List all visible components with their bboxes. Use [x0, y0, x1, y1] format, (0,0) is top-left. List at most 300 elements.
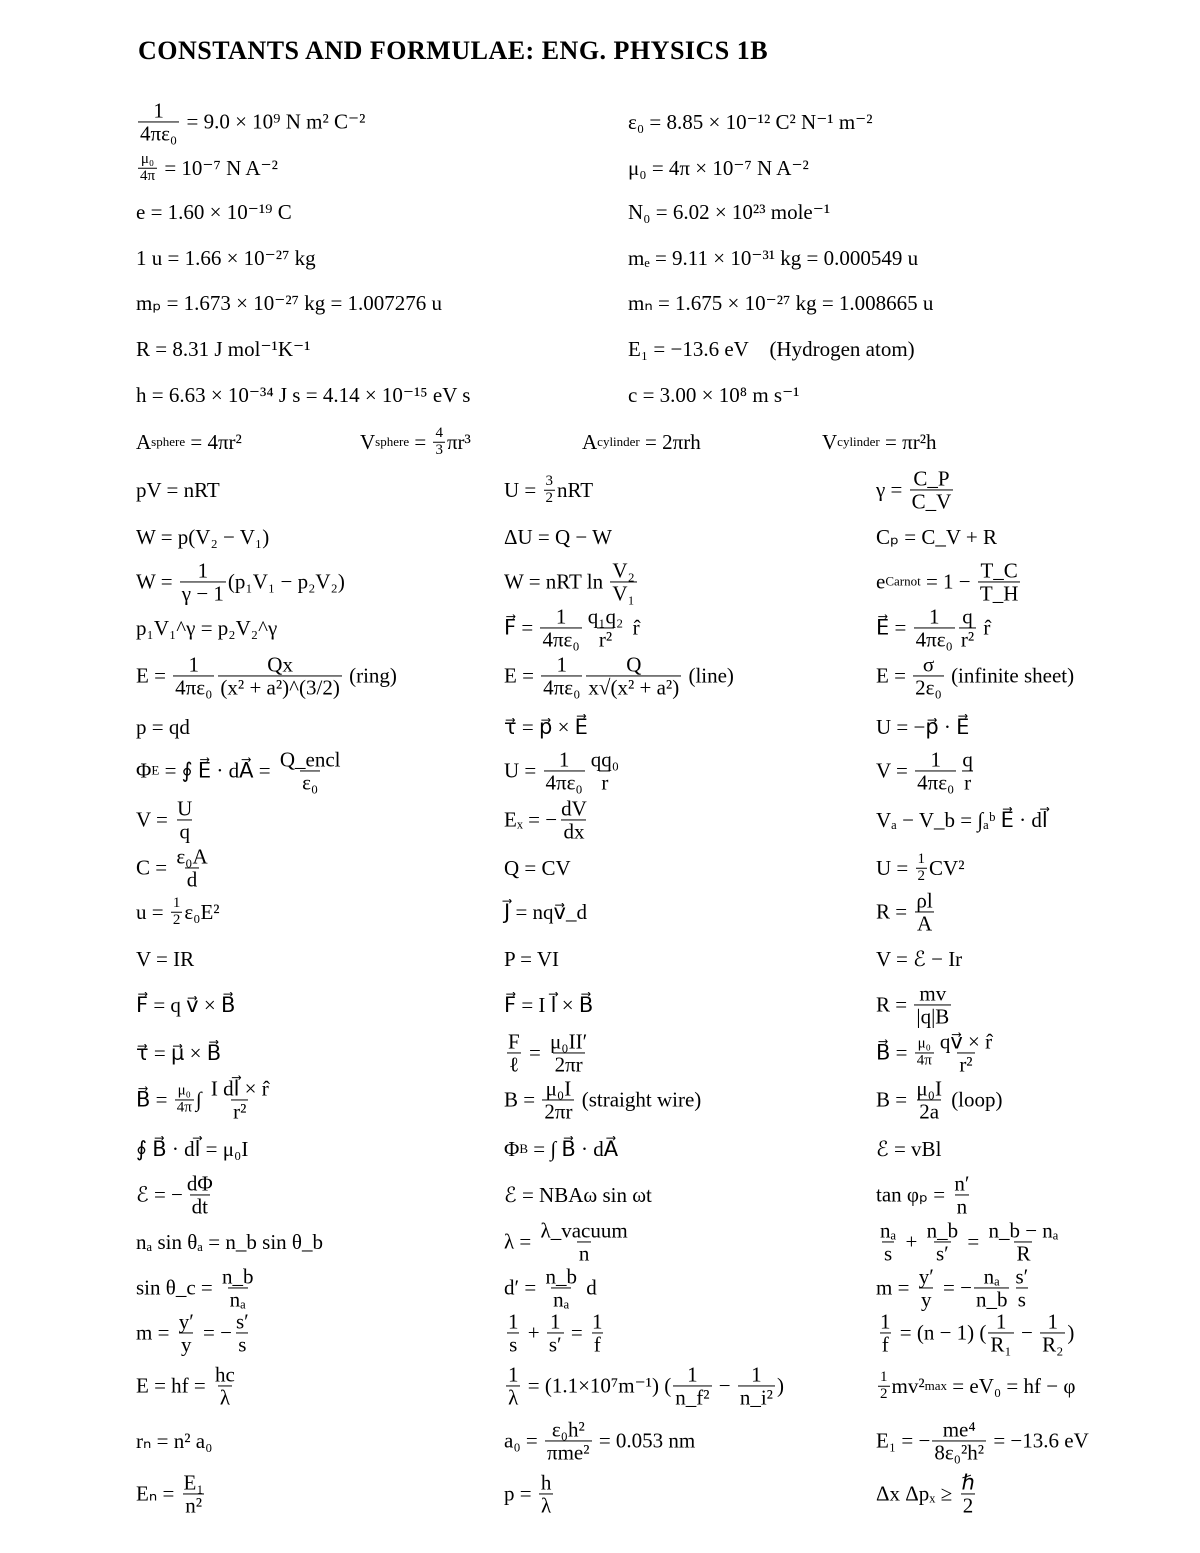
fraction-numerator: E₁	[183, 1470, 204, 1495]
formula	[504, 1183, 652, 1207]
formula-text: Φ	[504, 1136, 520, 1161]
fraction	[738, 1363, 775, 1408]
fraction-numerator: V₂	[612, 558, 635, 583]
formula-text: E₁ = −13.6 eV (Hydrogen atom)	[628, 336, 915, 361]
fraction-denominator: 4πε₀	[915, 627, 953, 652]
fraction-denominator: d	[186, 867, 198, 892]
formula	[628, 246, 918, 270]
formula-text: τ⃗ = μ⃗ × B⃗	[136, 1040, 222, 1065]
fraction	[506, 1030, 522, 1075]
fraction	[543, 1265, 579, 1310]
fraction-denominator: r²	[233, 1099, 247, 1124]
formula	[876, 889, 937, 934]
formula-text: B⃗ =	[136, 1087, 173, 1112]
fraction-denominator: f	[881, 1332, 889, 1357]
formula	[504, 1030, 591, 1075]
fraction-denominator: r²	[959, 1052, 973, 1077]
fraction	[539, 1471, 554, 1516]
fraction-numerator: T_C	[980, 558, 1018, 583]
fraction	[910, 467, 954, 512]
formula	[628, 200, 830, 224]
formula-text: +	[900, 1229, 923, 1254]
formula-text: V	[360, 429, 376, 454]
formula-text: =	[962, 1229, 985, 1254]
formula	[136, 200, 292, 224]
fraction-denominator: 4πε₀	[140, 121, 178, 146]
formula-text: d′ =	[504, 1275, 542, 1300]
formula-text: F⃗ = I l⃗ × B⃗	[504, 992, 594, 1017]
formula-row	[0, 1218, 1200, 1266]
formula	[876, 525, 997, 549]
fraction-numerator: 1	[197, 558, 209, 583]
formula-text: (straight wire)	[576, 1087, 702, 1112]
fraction	[986, 1219, 1060, 1264]
formula	[876, 467, 955, 512]
formula-text: E₁ = −	[876, 1428, 931, 1453]
formula-text: = (n − 1) (	[894, 1320, 987, 1345]
formula	[136, 559, 345, 604]
fraction-denominator: 2	[962, 1493, 974, 1518]
formula-text: Q = CV	[504, 855, 571, 880]
fraction-denominator: γ − 1	[181, 581, 224, 606]
fraction	[878, 1219, 898, 1264]
fraction	[959, 1471, 976, 1516]
formula-row	[0, 1417, 1200, 1465]
fraction-numerator: 1	[687, 1362, 698, 1387]
formula-text: ℰ = NBAω sin ωt	[504, 1182, 652, 1207]
formula-text: B =	[504, 1087, 541, 1112]
formula	[628, 337, 915, 361]
formula-text: V	[822, 429, 838, 454]
formula-text: F⃗ =	[504, 615, 539, 640]
formula-text: P = VI	[504, 946, 560, 971]
fraction	[180, 559, 226, 604]
formula	[876, 715, 969, 739]
formula-text: U =	[504, 758, 542, 783]
fraction	[938, 1030, 994, 1075]
fraction-denominator: 4π	[140, 167, 156, 184]
formula	[876, 1370, 1075, 1403]
formula-text: V =	[136, 807, 174, 832]
formula-text: W = nRT ln	[504, 569, 609, 594]
fraction	[959, 605, 976, 650]
fraction-denominator: λ	[541, 1493, 552, 1518]
formula-text: pV = nRT	[136, 477, 220, 502]
formula-row	[0, 1362, 1200, 1410]
fraction	[540, 605, 581, 650]
formula-text: 1 u = 1.66 × 10⁻²⁷ kg	[136, 245, 316, 270]
fraction-numerator: μ₀	[177, 1082, 191, 1099]
formula-text: A	[136, 429, 152, 454]
formula-row	[0, 796, 1200, 844]
formula-row	[0, 524, 1200, 549]
formula-text: V =	[876, 758, 914, 783]
fraction	[506, 1363, 521, 1408]
formula-text: Δx Δpₓ ≥	[876, 1481, 958, 1506]
fraction-denominator: dx	[563, 819, 585, 844]
formula	[136, 896, 220, 929]
formula-row	[0, 336, 1200, 361]
fraction-denominator: R	[1016, 1241, 1031, 1266]
formula-text: ℰ = vBl	[876, 1136, 942, 1161]
fraction-numerator: μ₀II′	[550, 1029, 588, 1054]
fraction-denominator: T_H	[979, 581, 1019, 606]
fraction	[914, 1077, 944, 1122]
formula-text: B =	[876, 1087, 913, 1112]
fraction-numerator: 1	[508, 1309, 519, 1334]
fraction	[185, 1172, 215, 1217]
fraction-denominator: |q|B	[916, 1004, 950, 1029]
formula	[628, 291, 933, 315]
fraction-denominator: s	[884, 1241, 893, 1266]
formula-text: m =	[876, 1275, 915, 1300]
formula-text: ∫	[195, 1087, 207, 1112]
formula	[504, 653, 734, 698]
fraction-numerator: q₁q₂	[587, 604, 624, 629]
fraction-numerator: 1	[172, 894, 181, 911]
formula-text: (ring)	[343, 663, 397, 688]
fraction	[932, 1418, 986, 1463]
formula	[504, 1219, 632, 1264]
formula	[876, 1310, 1074, 1355]
formula-text: mv²	[891, 1373, 925, 1398]
fraction-denominator: x√(x² + a²)	[588, 675, 680, 700]
formula	[136, 1077, 273, 1122]
formula-text: c = 3.00 × 10⁸ m s⁻¹	[628, 382, 800, 407]
formula-text: =	[409, 429, 432, 454]
fraction-denominator: f	[593, 1332, 601, 1357]
formula-text: ΔU = Q − W	[504, 524, 612, 549]
formula-text: R = 8.31 J mol⁻¹K⁻¹	[136, 336, 311, 361]
formula-text: γ =	[876, 477, 908, 502]
formula	[876, 1265, 1032, 1310]
fraction	[218, 653, 341, 698]
fraction-numerator: μ₀I	[916, 1076, 942, 1101]
formula-text: sin θ_c =	[136, 1275, 218, 1300]
fraction-numerator: 1	[556, 652, 568, 677]
fraction-denominator: n	[956, 1194, 968, 1219]
fraction	[916, 852, 928, 885]
formula	[136, 1230, 323, 1254]
fraction-denominator: R₁	[990, 1332, 1012, 1357]
formula	[504, 856, 571, 880]
formula	[136, 1137, 248, 1161]
formula-text: E⃗ =	[876, 615, 912, 640]
fraction	[988, 1310, 1013, 1355]
fraction	[138, 99, 179, 144]
formula-text: CV²	[929, 855, 965, 880]
fraction-denominator: r	[601, 770, 609, 795]
fraction	[915, 1037, 934, 1070]
fraction	[175, 1084, 194, 1117]
fraction-numerator: Qx	[267, 652, 293, 677]
fraction	[974, 1265, 1010, 1310]
formula-row	[0, 290, 1200, 315]
fraction-numerator: n′	[954, 1171, 970, 1196]
formula-row	[0, 1264, 1200, 1312]
formula	[876, 947, 962, 971]
fraction-numerator: n_b	[221, 1264, 254, 1289]
fraction-denominator: 4π	[176, 1099, 192, 1116]
fraction	[917, 1265, 936, 1310]
formula	[136, 845, 212, 890]
formula-text: = πr²h	[879, 429, 937, 454]
formula-text: Eₓ = −	[504, 807, 558, 832]
fraction-numerator: qv⃗ × r̂	[939, 1029, 993, 1054]
formula-row	[0, 844, 1200, 892]
formula-text: τ⃗ = p⃗ × E⃗	[504, 714, 588, 739]
fraction-numerator: dΦ	[186, 1171, 213, 1196]
fraction	[914, 605, 955, 650]
fraction	[234, 1310, 251, 1355]
fraction-denominator: 4πε₀	[175, 675, 213, 700]
fraction-numerator: n_b	[545, 1264, 577, 1289]
fraction	[173, 653, 214, 698]
fraction-numerator: hc	[215, 1362, 235, 1387]
formula	[628, 156, 809, 180]
fraction-denominator: 2	[545, 489, 554, 506]
formula	[876, 1219, 1063, 1264]
fraction	[978, 559, 1021, 604]
fraction-denominator: q	[179, 819, 190, 844]
fraction	[547, 1310, 564, 1355]
formula-text: N₀ = 6.02 × 10²³ mole⁻¹	[628, 199, 831, 224]
fraction-denominator: λ	[219, 1385, 231, 1410]
formula-text: Eₙ =	[136, 1481, 180, 1506]
formula-row	[0, 714, 1200, 739]
fraction-denominator: πme²	[547, 1440, 590, 1465]
formula-text: ε₀E²	[184, 899, 220, 924]
formula-text: )	[1067, 1320, 1075, 1345]
formula-text: = −	[197, 1320, 232, 1345]
formula	[876, 559, 1022, 604]
fraction-denominator: n	[578, 1241, 590, 1266]
formula	[136, 993, 235, 1017]
formula	[136, 653, 397, 698]
fraction-denominator: ε₀	[302, 770, 319, 795]
fraction-numerator: I dl⃗ × r̂	[210, 1076, 269, 1101]
fraction-denominator: y	[180, 1332, 192, 1357]
formula-text: = −	[937, 1275, 972, 1300]
formula-text: +	[522, 1320, 545, 1345]
formula-text: J⃗ = nqv⃗_d	[504, 899, 587, 924]
formula	[582, 430, 701, 454]
fraction-numerator: 1	[508, 1362, 519, 1387]
fraction	[548, 1030, 589, 1075]
formula-text: )	[776, 1373, 784, 1398]
formula	[504, 993, 593, 1017]
fraction-numerator: nₐ	[983, 1264, 1000, 1289]
formula	[136, 99, 365, 144]
subscript: max	[924, 1377, 948, 1393]
formula	[504, 900, 587, 924]
fraction-numerator: C_P	[913, 466, 950, 491]
formula	[136, 525, 269, 549]
fraction-denominator: s	[509, 1332, 518, 1357]
fraction-numerator: y′	[918, 1264, 934, 1289]
fraction-denominator: 4πε₀	[542, 627, 580, 652]
formula-row	[0, 1136, 1200, 1161]
fraction-numerator: 1	[549, 1309, 561, 1334]
formula-text: rₙ = n² a₀	[136, 1428, 213, 1453]
formula-text: (infinite sheet)	[945, 663, 1075, 688]
formula-row	[0, 382, 1200, 407]
fraction	[586, 605, 626, 650]
fraction-numerator: 4	[435, 424, 443, 441]
formula	[504, 474, 593, 507]
fraction-denominator: A	[916, 911, 933, 936]
fraction-numerator: 1	[751, 1362, 762, 1387]
formula	[876, 653, 1074, 698]
formula	[360, 426, 471, 459]
fraction-numerator: Q_encl	[279, 747, 341, 772]
fraction-numerator: μ₀	[917, 1035, 931, 1052]
fraction-denominator: n_f²	[675, 1385, 710, 1410]
formula-text: ε₀ = 8.85 × 10⁻¹² C² N⁻¹ m⁻²	[628, 109, 873, 134]
fraction	[913, 653, 944, 698]
fraction-numerator: 1	[880, 1368, 888, 1385]
fraction	[914, 982, 951, 1027]
fraction	[673, 1363, 711, 1408]
fraction	[541, 653, 582, 698]
fraction	[220, 1265, 256, 1310]
formula-row	[0, 98, 1200, 146]
fraction-numerator: 1	[995, 1309, 1007, 1334]
formula-row	[0, 1470, 1200, 1518]
fraction	[213, 1363, 237, 1408]
formula-text: u =	[136, 899, 169, 924]
fraction-numerator: λ_vacuum	[540, 1218, 628, 1243]
formula-text: p = qd	[136, 714, 190, 739]
fraction-numerator: 1	[558, 747, 570, 772]
formula-text: d	[580, 1275, 597, 1300]
fraction-denominator: λ	[508, 1385, 519, 1410]
formula-text: ∮ B⃗ · dl⃗ = μ₀I	[136, 1136, 249, 1161]
formula-text: E =	[136, 663, 172, 688]
formula	[136, 715, 190, 739]
formula	[504, 1137, 618, 1161]
fraction	[171, 896, 183, 929]
formula-text: A	[582, 429, 598, 454]
fraction-denominator: n_b	[975, 1287, 1008, 1312]
formula	[136, 1172, 217, 1217]
formula-row	[0, 150, 1200, 184]
fraction-numerator: q	[962, 747, 973, 772]
fraction-numerator: mv	[919, 981, 947, 1006]
fraction-numerator: 1	[1047, 1309, 1058, 1334]
formula	[504, 797, 591, 842]
formula-text: e	[876, 569, 886, 594]
formula	[136, 291, 442, 315]
fraction	[610, 559, 637, 604]
fraction-denominator: s′	[935, 1241, 949, 1266]
formula-text: = 10⁻⁷ N A⁻²	[159, 155, 278, 180]
fraction-numerator: s′	[235, 1309, 249, 1334]
formula	[136, 1471, 208, 1516]
fraction	[138, 152, 157, 185]
formula	[136, 152, 278, 185]
formula-text: r̂	[978, 615, 991, 640]
subscript: B	[519, 1140, 529, 1156]
formula-row	[0, 245, 1200, 270]
formula-text: U =	[504, 477, 542, 502]
fraction-numerator: F	[508, 1029, 520, 1054]
formula-text: r̂	[627, 615, 640, 640]
fraction-numerator: me⁴	[942, 1417, 976, 1442]
fraction	[590, 1310, 605, 1355]
fraction-denominator: y	[920, 1287, 932, 1312]
formula-text: V = ℰ − Ir	[876, 946, 963, 971]
fraction-denominator: s	[238, 1332, 247, 1357]
fraction-numerator: dV	[561, 796, 587, 821]
fraction	[278, 748, 343, 793]
fraction	[559, 797, 589, 842]
formula-text: E =	[504, 663, 540, 688]
fraction-numerator: ℏ	[961, 1470, 975, 1495]
formula-text: = 4πr²	[185, 429, 242, 454]
formula-text: Φ	[136, 758, 152, 783]
formula-text: C =	[136, 855, 173, 880]
fraction-denominator: nₐ	[229, 1287, 246, 1312]
fraction	[1013, 1265, 1030, 1310]
fraction-numerator: 1	[555, 604, 567, 629]
fraction-numerator: s′	[1015, 1264, 1029, 1289]
formula-text: R =	[876, 899, 913, 924]
formula	[876, 1137, 941, 1161]
formula-text: =	[565, 1320, 588, 1345]
formula-row	[0, 424, 1200, 458]
formula-text: (p₁V₁ − p₂V₂)	[227, 569, 345, 594]
formula-text: W =	[136, 569, 178, 594]
formula-row	[0, 466, 1200, 514]
fraction-numerator: 1	[591, 1309, 603, 1334]
fraction-denominator: 8ε₀²h²	[934, 1440, 985, 1465]
fraction-denominator: r²	[598, 627, 613, 652]
formula-text: E = hf =	[136, 1373, 212, 1398]
fraction-denominator: n²	[185, 1493, 203, 1518]
formula	[822, 430, 937, 454]
formula	[876, 1172, 973, 1217]
formula-text: nRT	[557, 477, 594, 502]
formula-text: = 2πrh	[639, 429, 701, 454]
formula-text: mₙ = 1.675 × 10⁻²⁷ kg = 1.008665 u	[628, 290, 934, 315]
fraction-denominator: 3	[435, 441, 443, 458]
fraction-denominator: V₁	[612, 581, 635, 606]
formula	[136, 478, 220, 502]
fraction	[506, 1310, 521, 1355]
fraction-denominator: 4πε₀	[917, 770, 955, 795]
formula-text: ℰ = −	[136, 1182, 183, 1207]
formula	[136, 947, 194, 971]
fraction-numerator: U	[177, 796, 193, 821]
fraction-denominator: 2πr	[544, 1099, 573, 1124]
fraction	[175, 797, 194, 842]
fraction-denominator: 2	[880, 1385, 888, 1402]
formula	[876, 852, 964, 885]
fraction-denominator: 4π	[916, 1052, 932, 1069]
fraction-numerator: σ	[922, 652, 935, 677]
fraction	[878, 1310, 893, 1355]
fraction-numerator: ε₀A	[176, 844, 208, 869]
fraction	[586, 653, 681, 698]
formula	[504, 715, 588, 739]
fraction-numerator: 1	[929, 604, 940, 629]
formula	[136, 748, 344, 793]
fraction	[544, 474, 556, 507]
formula-text: tan φₚ =	[876, 1182, 951, 1207]
formula	[504, 525, 612, 549]
formula-text: Cₚ = C_V + R	[876, 524, 997, 549]
